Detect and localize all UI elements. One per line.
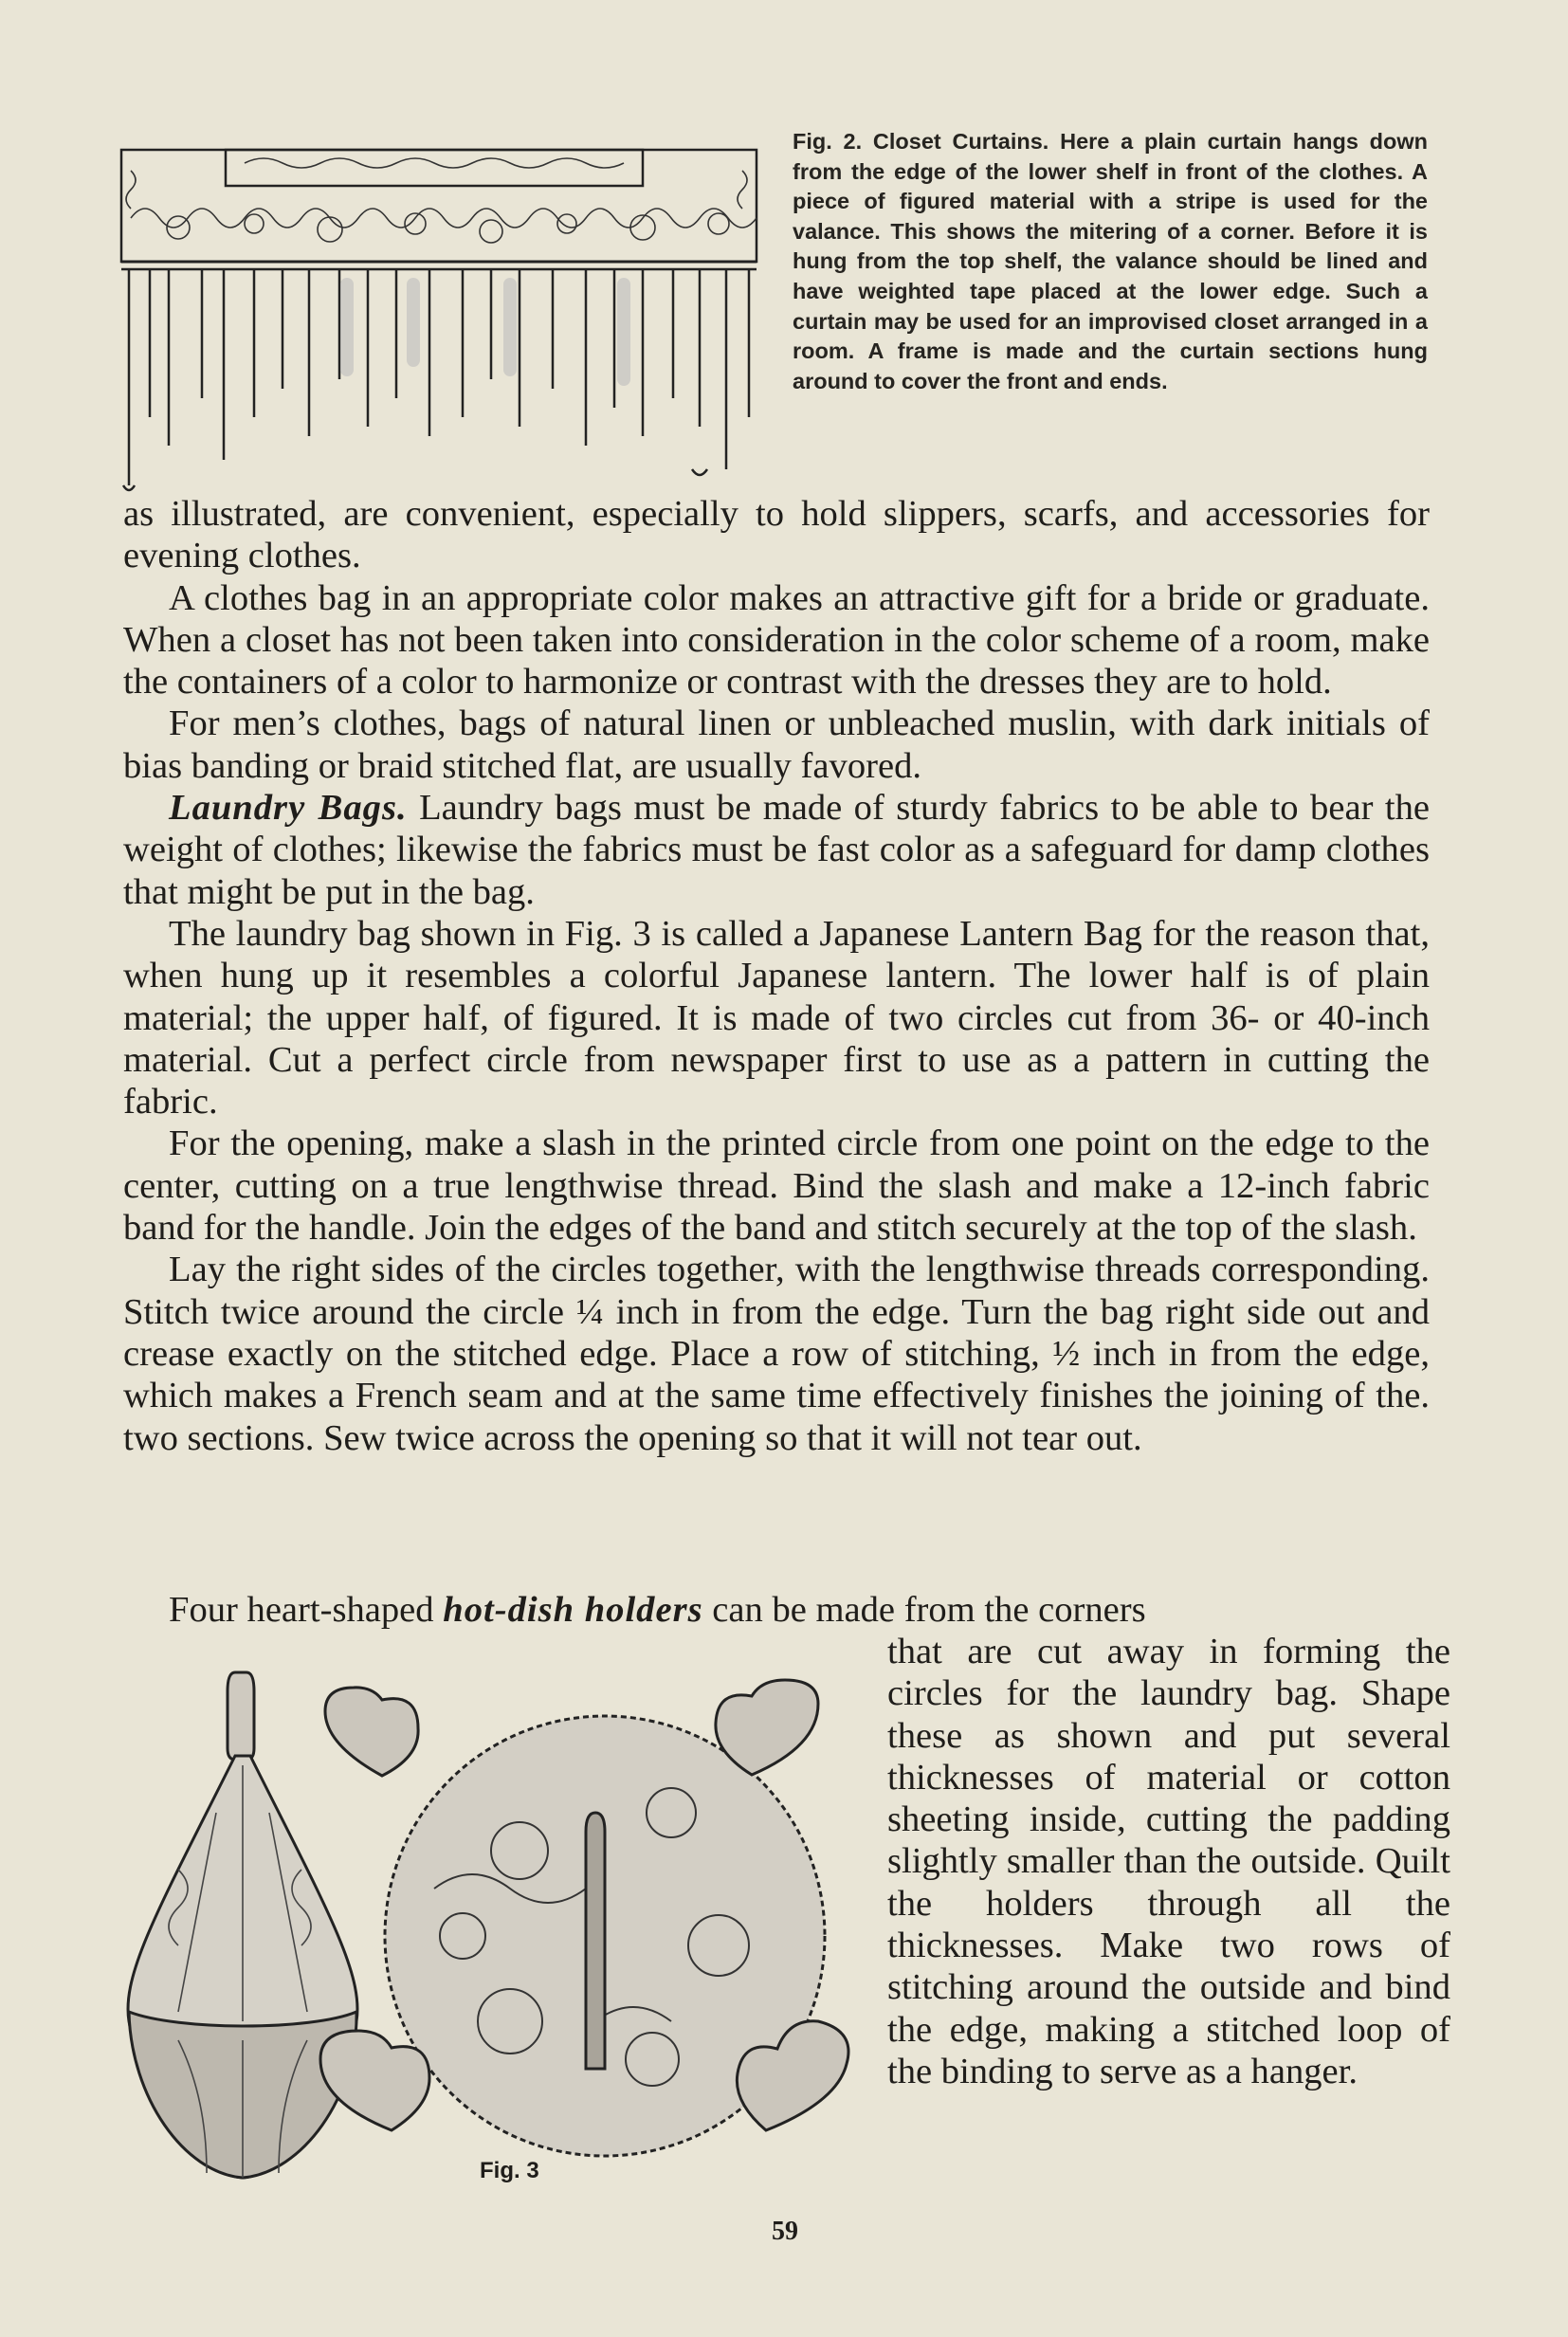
figure-2-caption-text: Here a plain curtain hangs down from the edge of the lower shelf in front of the clothes. A piece of figured material with a stripe is used for the valance. This shows the mitering of a corner. Before it is hung from the top shelf, the valance should be lined and have weighted tape placed at the lower edge. Such a curtain may be used for an improvised closet arranged in a room. A frame is made and the curtain sections hung around to cover the front and ends. (793, 129, 1429, 393)
page-number: 59 (772, 2217, 798, 2246)
paragraph-8-rest: that are cut away in forming the circles for the laundry bag. Shape these as shown and put several thicknesses of material or cotton sheeting inside, cutting the padding slightly smaller than the outside. Quilt the holders through all the thicknesses. Make two rows of stitching around the outside and bind the edge, making a stitched loop of the binding to serve as a hanger. (887, 1632, 1450, 2091)
paragraph-8-first-line (123, 1589, 1449, 1631)
closet-curtain-illustration (112, 133, 766, 502)
paragraph-2: A clothes bag in an appropriate color makes an attractive gift for a bride or graduate. When a closet has not been taken into consideration in the color scheme of a room, make the containers of a color to harmonize or contrast with the dresses they are to hold. (123, 577, 1430, 703)
body-text (123, 493, 1430, 1459)
paragraph-8-mid: can be made from the corners (712, 1590, 1146, 1630)
paragraph-4-text: Laundry bags must be made of sturdy fabrics to be able to bear the weight of clothes; likewise the fabrics must be fast color as a safeguard for damp clothes that might be put in the bag. (123, 788, 1430, 912)
paragraph-7: Lay the right sides of the circles together, with the lengthwise threads corresponding. Stitch twice around the circle ¼ inch in from the edge. Turn the bag right side out and crease exactly on the stitched edge. Place a row of stitching, ½ inch in from the edge, which makes a French seam and at the same time effectively finishes the joining of the. two sections. Sew twice across the opening so that it will not tear out. (123, 1250, 1430, 1458)
hot-dish-holders-heading: hot-dish holders (443, 1590, 703, 1630)
figure-3-label: Fig. 3 (480, 2158, 539, 2183)
laundry-bag-illustration (121, 1661, 870, 2192)
figure-2-caption (793, 127, 1428, 396)
paragraph-6: For the opening, make a slash in the printed circle from one point on the edge to the center, cutting on a true lengthwise thread. Bind the slash and make a 12-inch fabric band for the handle. Join the edges of the band and stitch securely at the top of the slash. (123, 1123, 1430, 1249)
paragraph-8-start: Four heart-shaped (169, 1590, 434, 1630)
paragraph-1: as illustrated, are convenient, especially to hold slippers, scarfs, and accessories for evening clothes. (123, 494, 1430, 576)
laundry-bags-heading: Laundry Bags. (169, 788, 408, 829)
lantern-bag-drawing (128, 1672, 357, 2178)
paragraph-5: The laundry bag shown in Fig. 3 is called a Japanese Lantern Bag for the reason that, when hung up it resembles a colorful Japanese lantern. The lower half is of plain material; the upper half, of figured. It is made of two circles cut from 36- or 40-inch material. Cut a perfect circle from newspaper first to use as a pattern in cutting the fabric. (123, 913, 1430, 1123)
paragraph-4 (123, 787, 1430, 913)
paragraph-3: For men’s clothes, bags of natural linen or unbleached muslin, with dark initials of bias banding or braid stitched flat, are usually favored. (123, 703, 1430, 786)
figure-2-caption-label: Fig. 2. Closet Curtains. (793, 129, 1049, 154)
